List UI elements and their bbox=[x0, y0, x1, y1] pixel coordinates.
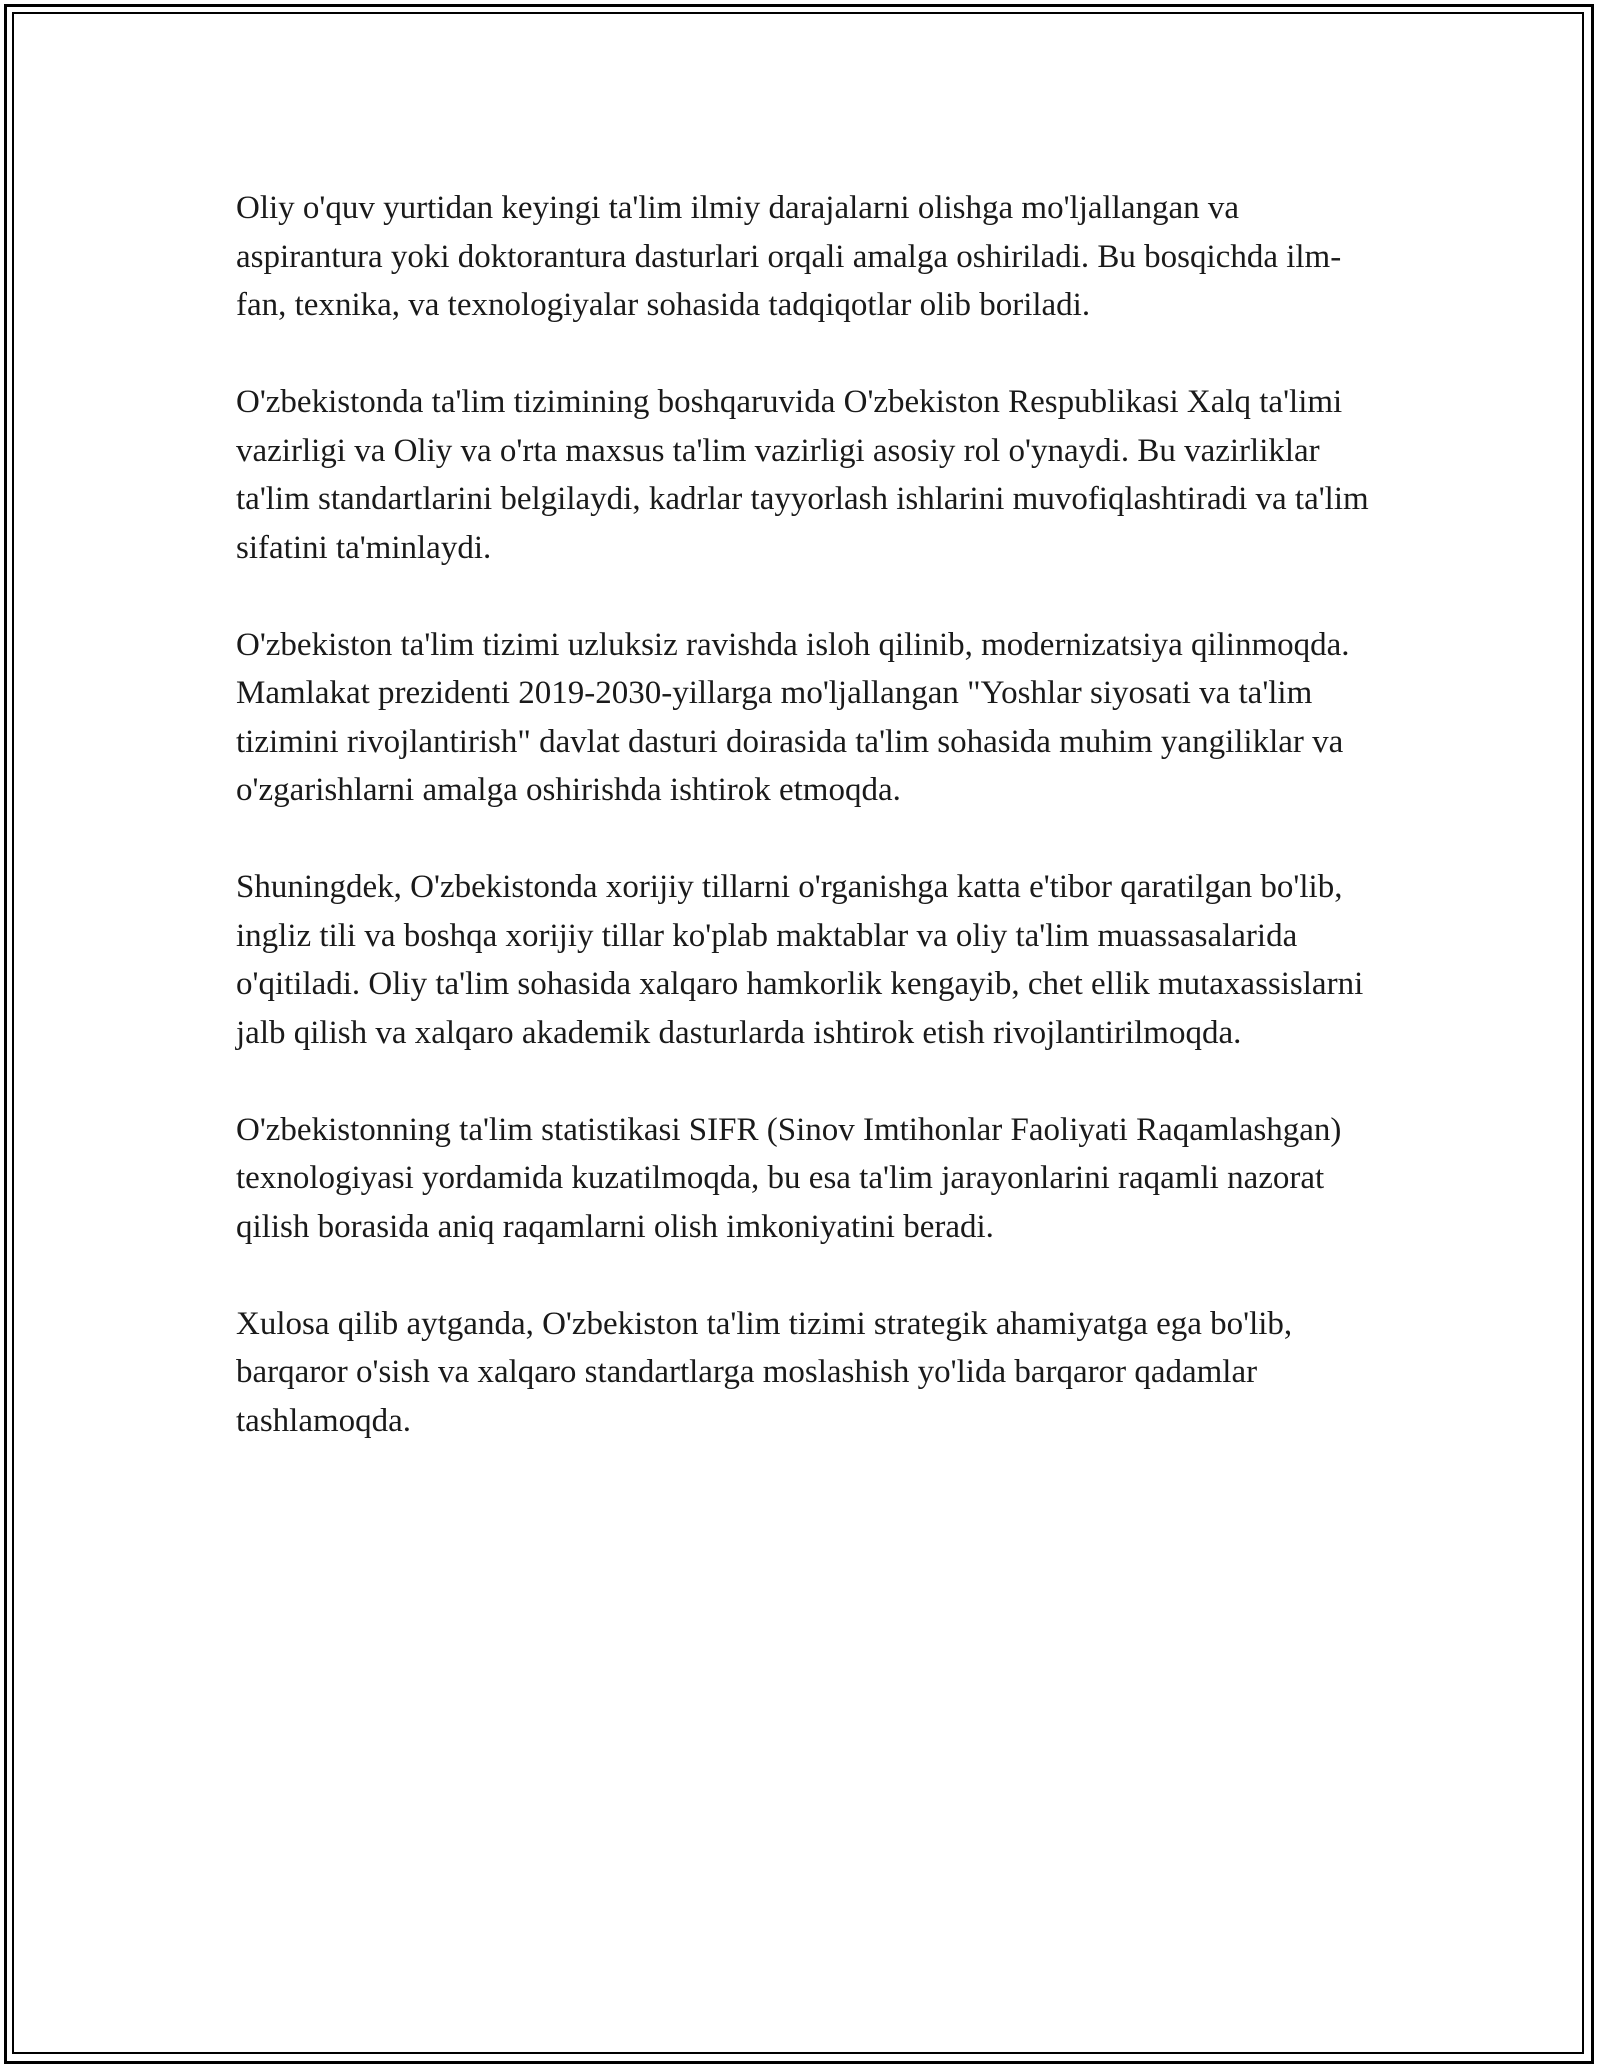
paragraph-education-statistics: O'zbekistonning ta'lim statistikasi SIFR (Sinov Imtihonlar Faoliyati Raqamlashgan) texnologiyasi yordamida kuzatilmoqda, bu esa ta'lim jarayonlarini raqamli nazorat qilish borasida aniq raqamlarni olish imkoniyatini beradi. bbox=[236, 1111, 1342, 1245]
paragraph-education-reform: O'zbekiston ta'lim tizimi uzluksiz ravishda isloh qilinib, modernizatsiya qilinmoqda. Mamlakat prezidenti 2019-2030-yillarga mo'ljallangan "Yoshlar siyosati va ta'lim tizimini rivojlantirish" davlat dasturi doirasida ta'lim sohasida muhim yangiliklar va o'zgarishlarni amalga oshirishda ishtirok etmoqda. bbox=[236, 626, 1350, 808]
paragraph-postgraduate-education: Oliy o'quv yurtidan keyingi ta'lim ilmiy darajalarni olishga mo'ljallangan va aspirantura yoki doktorantura dasturlari orqali amalga oshiriladi. Bu bosqichda ilm-fan, texnika, va texnologiyalar sohasida tadqiqotlar olib boriladi. bbox=[236, 190, 1342, 323]
paragraph-foreign-languages: Shuningdek, O'zbekistonda xorijiy tillarni o'rganishga katta e'tibor qaratilgan bo'lib, ingliz tili va boshqa xorijiy tillar ko'plab maktablar va oliy ta'lim muassasalarida o'qitiladi. Oliy ta'lim sohasida xalqaro hamkorlik kengayib, chet ellik mutaxassislarni jalb qilish va xalqaro akademik dasturlarda ishtirok etish rivojlantirilmoqda. bbox=[236, 869, 1364, 1051]
document-body bbox=[236, 184, 1376, 1494]
paragraph-conclusion: Xulosa qilib aytganda, O'zbekiston ta'lim tizimi strategik ahamiyatga ega bo'lib, barqaror o'sish va xalqaro standartlarga moslashish yo'lida barqaror qadamlar tashlamoqda. bbox=[236, 1305, 1293, 1439]
paragraph-education-governance: O'zbekistonda ta'lim tizimining boshqaruvida O'zbekiston Respublikasi Xalq ta'limi vazirligi va Oliy va o'rta maxsus ta'lim vazirligi asosiy rol o'ynaydi. Bu vazirliklar ta'lim standartlarini belgilaydi, kadrlar tayyorlash ishlarini muvofiqlashtiradi va ta'lim sifatini ta'minlaydi. bbox=[236, 384, 1369, 566]
